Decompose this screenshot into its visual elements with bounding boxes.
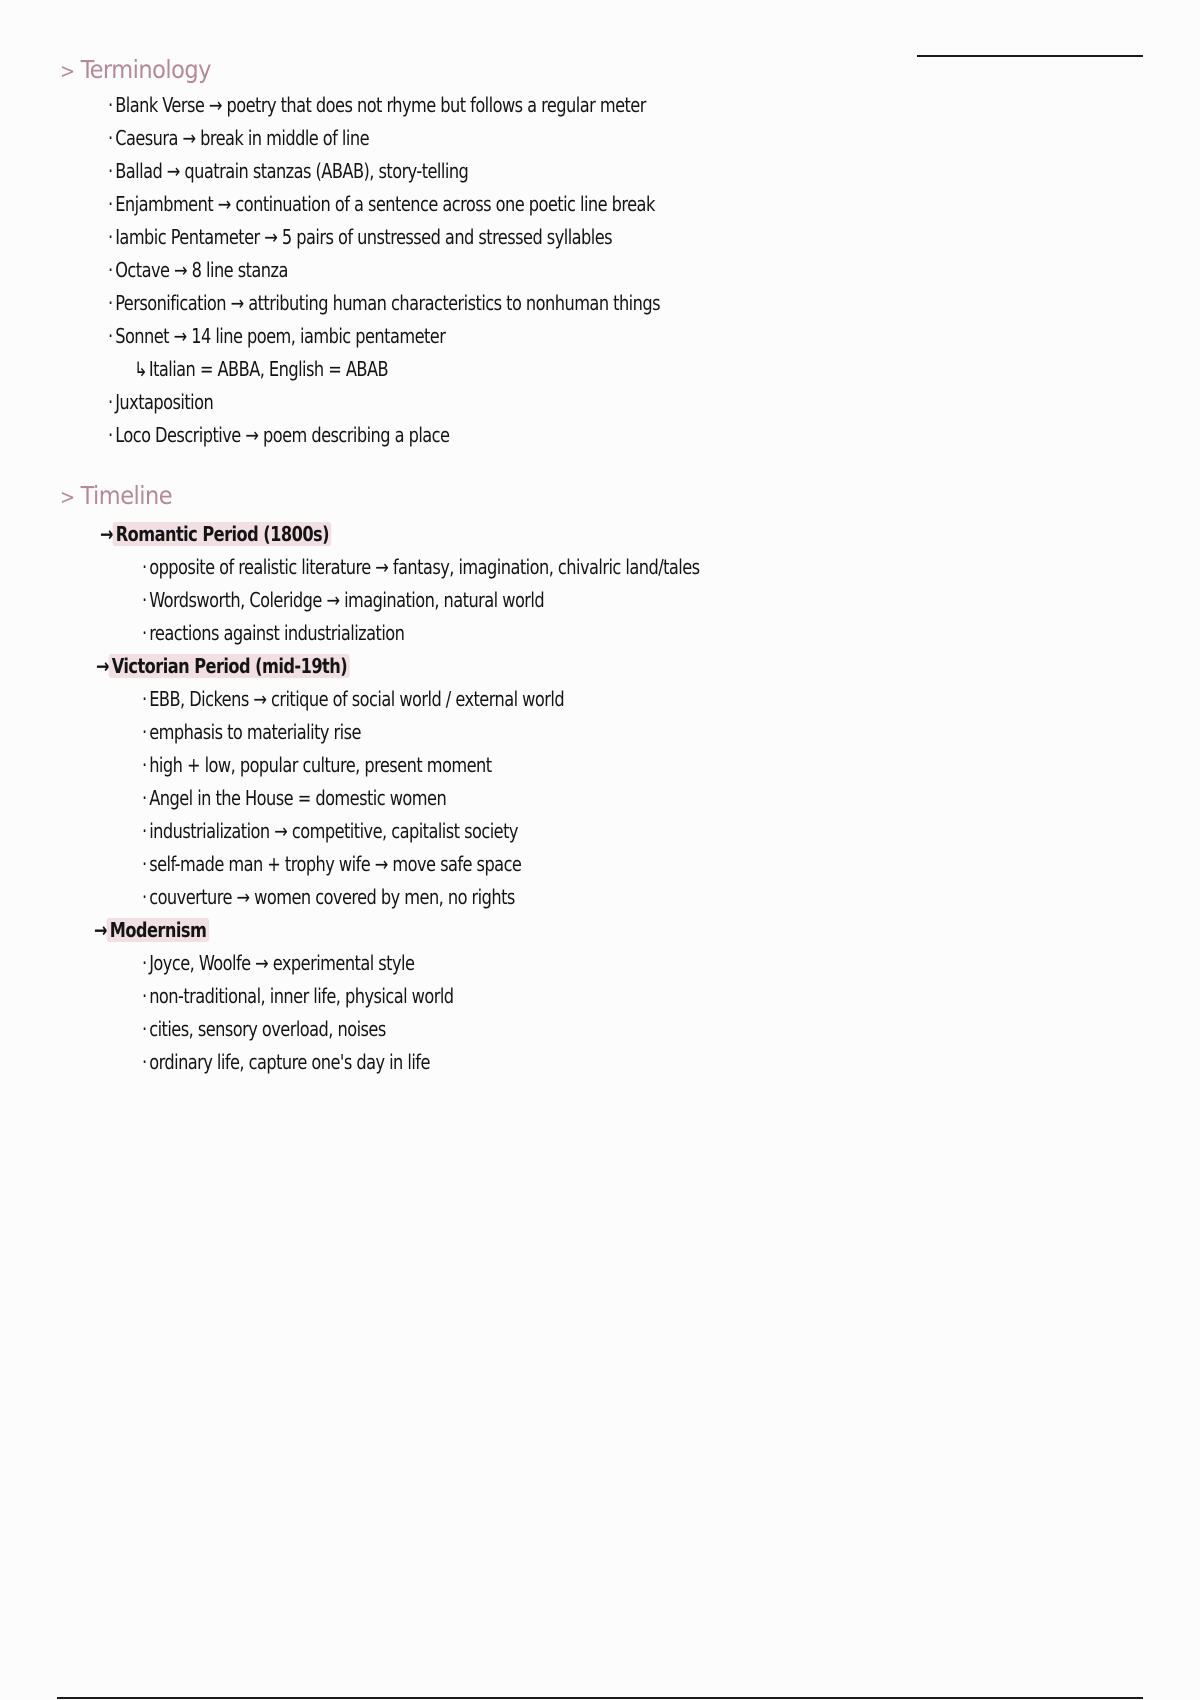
bullet: · (108, 159, 113, 183)
arrow-icon: → (96, 654, 110, 678)
point-text: opposite of realistic literature → fantasy, imagination, chivalric land/tales (149, 555, 700, 579)
period-point (142, 851, 521, 877)
bullet: · (142, 1050, 147, 1074)
term-text: Sonnet → 14 line poem, iambic pentameter (115, 324, 446, 348)
period-point (142, 587, 544, 613)
term-item (108, 92, 646, 118)
term-item (108, 125, 369, 151)
bullet: · (142, 951, 147, 975)
term-item (108, 422, 449, 448)
term-item (108, 191, 655, 217)
point-text: Wordsworth, Coleridge → imagination, natural world (149, 588, 545, 612)
term-item (108, 158, 468, 184)
bullet: · (142, 984, 147, 1008)
point-text: emphasis to materiality rise (149, 720, 361, 744)
point-text: industrialization → competitive, capitalist society (149, 819, 518, 843)
bullet: · (108, 192, 113, 216)
bullet: · (108, 93, 113, 117)
point-text: high + low, popular culture, present moment (149, 753, 492, 777)
terminology-heading (60, 55, 211, 86)
bottom-divider-line (57, 1697, 1143, 1699)
term-text: Loco Descriptive → poem describing a place (115, 423, 450, 447)
period-title: Romantic Period (1800s) (113, 522, 332, 546)
bullet: · (108, 390, 113, 414)
bullet: · (108, 126, 113, 150)
point-text: EBB, Dickens → critique of social world / external world (149, 687, 565, 711)
term-text: Caesura → break in middle of line (115, 126, 369, 150)
point-text: ordinary life, capture one's day in life (149, 1050, 430, 1074)
bullet: · (108, 423, 113, 447)
point-text: reactions against industrialization (149, 621, 405, 645)
point-text: non-traditional, inner life, physical world (149, 984, 454, 1008)
sub-arrow-icon: ↳ (134, 357, 148, 381)
arrow-icon: → (100, 522, 114, 546)
period-heading-romantic (100, 521, 332, 547)
term-item (108, 224, 612, 250)
bullet: · (108, 291, 113, 315)
period-point (142, 554, 700, 580)
top-divider-line (917, 55, 1143, 57)
bullet: · (142, 621, 147, 645)
term-subitem (134, 356, 388, 382)
term-text: Iambic Pentameter → 5 pairs of unstressed and stressed syllables (115, 225, 613, 249)
period-point (142, 1049, 430, 1075)
bullet: · (142, 1017, 147, 1041)
heading-marker: > (60, 59, 75, 83)
term-item (108, 323, 445, 349)
period-heading-victorian (96, 653, 350, 679)
period-title: Victorian Period (mid-19th) (109, 654, 350, 678)
point-text: self-made man + trophy wife → move safe space (149, 852, 522, 876)
period-point (142, 1016, 386, 1042)
period-point (142, 686, 564, 712)
period-heading-modernism (94, 917, 209, 943)
bullet: · (108, 258, 113, 282)
period-point (142, 785, 446, 811)
bullet: · (142, 588, 147, 612)
bullet: · (108, 324, 113, 348)
bullet: · (142, 852, 147, 876)
period-point (142, 752, 492, 778)
term-item (108, 257, 288, 283)
term-subitem-text: Italian = ABBA, English = ABAB (148, 357, 389, 381)
term-item (108, 290, 660, 316)
period-point (142, 620, 404, 646)
timeline-heading-text: Timeline (80, 481, 173, 510)
term-text: Personification → attributing human characteristics to nonhuman things (115, 291, 661, 315)
arrow-icon: → (94, 918, 108, 942)
bullet: · (142, 720, 147, 744)
term-item (108, 389, 213, 415)
term-text: Octave → 8 line stanza (115, 258, 288, 282)
bullet: · (142, 786, 147, 810)
term-text: Enjambment → continuation of a sentence across one poetic line break (115, 192, 655, 216)
bullet: · (142, 885, 147, 909)
period-point (142, 884, 515, 910)
term-text: Juxtaposition (115, 390, 214, 414)
period-point (142, 950, 414, 976)
period-point (142, 719, 361, 745)
point-text: Joyce, Woolfe → experimental style (149, 951, 415, 975)
bullet: · (108, 225, 113, 249)
period-point (142, 818, 518, 844)
bullet: · (142, 819, 147, 843)
period-title: Modernism (107, 918, 209, 942)
term-text: Blank Verse → poetry that does not rhyme but follows a regular meter (115, 93, 646, 117)
bullet: · (142, 555, 147, 579)
point-text: cities, sensory overload, noises (149, 1017, 386, 1041)
bullet: · (142, 753, 147, 777)
period-point (142, 983, 454, 1009)
point-text: couverture → women covered by men, no rights (149, 885, 515, 909)
term-text: Ballad → quatrain stanzas (ABAB), story-telling (115, 159, 469, 183)
terminology-heading-text: Terminology (80, 55, 211, 84)
heading-marker: > (60, 485, 75, 509)
bullet: · (142, 687, 147, 711)
point-text: Angel in the House = domestic women (149, 786, 447, 810)
timeline-heading (60, 481, 172, 512)
